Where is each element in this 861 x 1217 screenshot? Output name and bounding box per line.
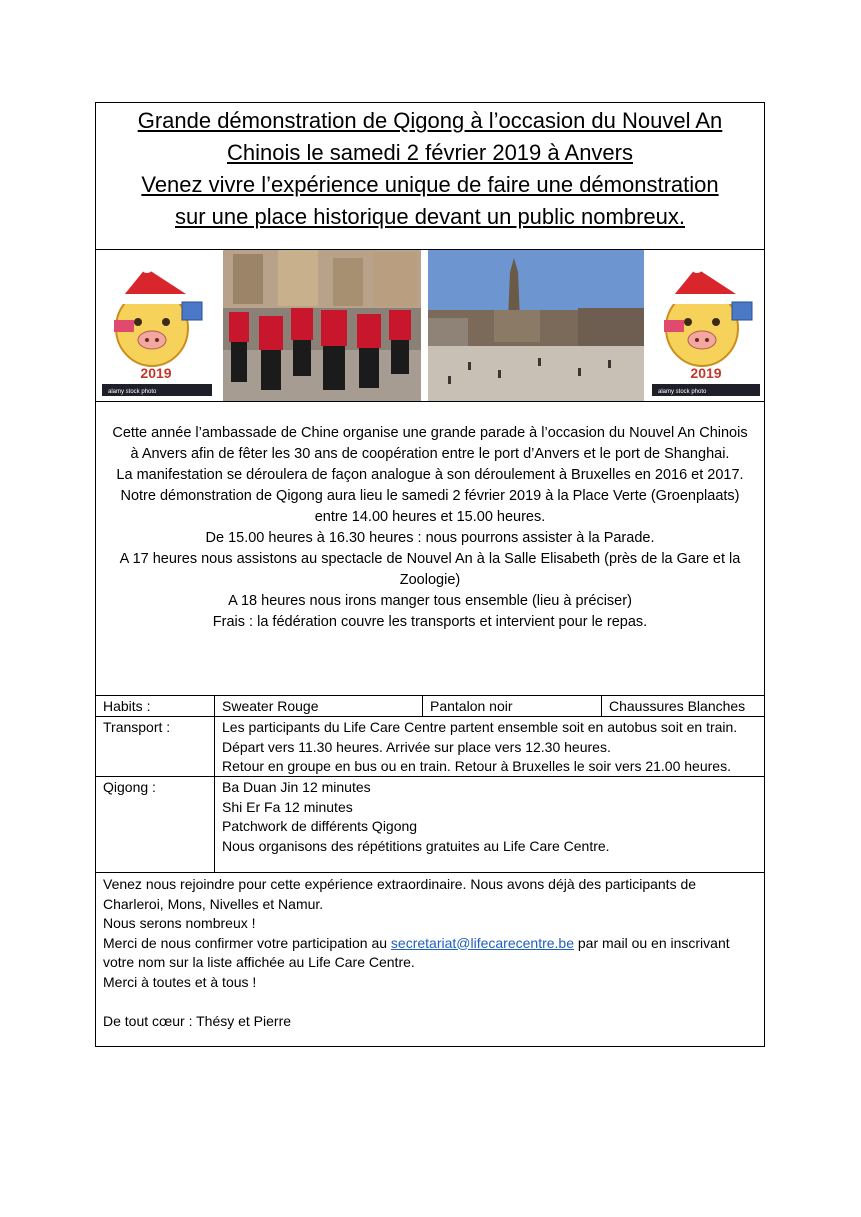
footer-paragraph: Nous serons nombreux ! — [103, 915, 256, 931]
intro-paragraph: A 18 heures nous irons manger tous ensemble (lieu à préciser) — [228, 593, 632, 609]
habit-shoes: Chaussures Blanches — [609, 698, 746, 714]
title-line-2: Chinois le samedi 2 février 2019 à Anvers — [227, 140, 633, 165]
transport-line: Les participants du Life Care Centre partent ensemble soit en autobus soit en train. — [222, 719, 738, 735]
title-line-1: Grande démonstration de Qigong à l’occasion du Nouvel An — [137, 108, 723, 133]
year-badge-right: 2019 — [690, 365, 722, 381]
transport-line: Départ vers 11.30 heures. Arrivée sur place vers 12.30 heures. — [222, 738, 611, 755]
title-line-3: Venez vivre l’expérience unique de faire une démonstration — [141, 172, 719, 197]
pig-illustration-right — [650, 250, 764, 401]
transport-line: Retour en groupe en bus ou en train. Retour à Bruxelles le soir vers 21.00 heures. — [222, 758, 731, 774]
intro-paragraph: Frais : la fédération couvre les transports et intervient pour le repas. — [212, 614, 648, 630]
intro-text — [96, 423, 764, 633]
confirm-text-after: par mail ou en inscrivant votre nom sur la liste affichée au Life Care Centre. — [103, 934, 730, 970]
title-line-4: sur une place historique devant un public nombreux. — [175, 204, 685, 229]
info-table — [96, 695, 764, 873]
square-photo — [428, 250, 644, 401]
footer-text — [103, 875, 753, 1031]
footer-paragraph: Merci à toutes et à tous ! — [103, 973, 257, 990]
pig-illustration-left — [100, 250, 216, 401]
habit-pants: Pantalon noir — [430, 698, 513, 714]
stock-credit-right: alamy stock photo — [658, 389, 707, 395]
flyer-title — [96, 103, 764, 250]
footer-paragraph: Venez nous rejoindre pour cette expérience extraordinaire. Nous avons déjà des participants de Charleroi, Mons, Nivelles et Namur. — [103, 876, 697, 912]
footer-confirmation — [103, 934, 753, 973]
intro-paragraph: Cette année l’ambassade de Chine organise une grande parade à l’occasion du Nouvel An Chinois à Anvers afin de fêter les 30 ans de coopération entre le port d’Anvers et le port de Shanghai. — [112, 425, 748, 462]
transport-label: Transport : — [103, 719, 171, 735]
email-link[interactable]: secretariat@lifecarecentre.be — [390, 934, 574, 951]
photo-strip — [96, 250, 764, 402]
habit-sweater: Sweater Rouge — [222, 698, 319, 714]
performers-photo — [223, 250, 421, 401]
signature: De tout cœur : Thésy et Pierre — [103, 1012, 292, 1029]
stock-credit-left: alamy stock photo — [108, 389, 157, 395]
year-badge-left: 2019 — [140, 365, 172, 381]
intro-paragraph: A 17 heures nous assistons au spectacle de Nouvel An à la Salle Elisabeth (près de la Gare et la Zoologie) — [119, 551, 741, 588]
confirm-text-before: Merci de nous confirmer votre participation au — [103, 934, 391, 951]
intro-paragraph: Notre démonstration de Qigong aura lieu le samedi 2 février 2019 à la Place Verte (Groenplaats) entre 14.00 heures et 15.00 heures. — [120, 488, 740, 525]
qigong-line: Ba Duan Jin 12 minutes — [222, 779, 371, 795]
intro-paragraph: De 15.00 heures à 16.30 heures : nous pourrons assister à la Parade. — [205, 530, 655, 546]
qigong-line: Shi Er Fa 12 minutes — [222, 798, 353, 815]
intro-paragraph: La manifestation se déroulera de façon analogue à son déroulement à Bruxelles en 2016 et 2017. — [116, 467, 744, 483]
habits-label: Habits : — [103, 698, 151, 714]
qigong-line: Patchwork de différents Qigong — [222, 818, 418, 834]
flyer-frame — [95, 102, 765, 1047]
qigong-line: Nous organisons des répétitions gratuites au Life Care Centre. — [222, 837, 610, 854]
qigong-label: Qigong : — [103, 779, 156, 795]
